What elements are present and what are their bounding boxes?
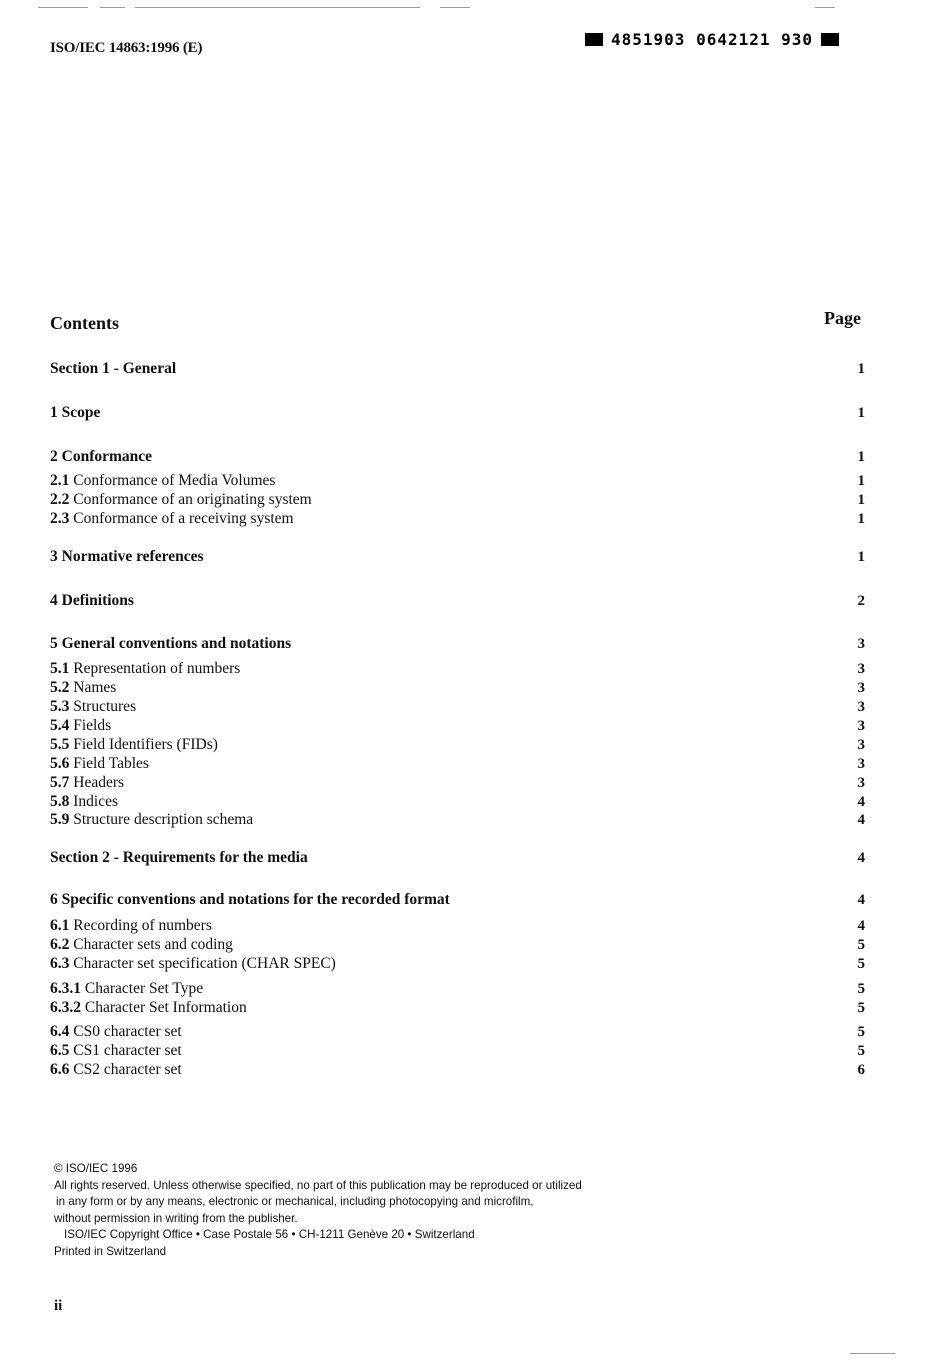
toc-entry[interactable] <box>50 736 865 754</box>
toc-entry-number: 5.8 <box>50 793 70 810</box>
toc-entry-page: 5 <box>857 981 865 997</box>
toc-entry-number: 2.2 <box>50 491 70 508</box>
toc-entry-number: 6.5 <box>50 1042 70 1059</box>
toc-entry-page: 3 <box>857 636 865 652</box>
toc-entry-number: 5.3 <box>50 698 70 715</box>
toc-entry-page: 3 <box>857 680 865 696</box>
toc-entry-label: Character sets and coding <box>73 936 233 953</box>
toc-entry-page: 5 <box>857 1043 865 1059</box>
toc-entry-number: 5.9 <box>50 811 70 828</box>
toc-entry-number: 5 <box>50 635 58 652</box>
toc-entry-number: 2.1 <box>50 472 70 489</box>
toc-entry-page: 6 <box>857 1062 865 1078</box>
toc-entry[interactable] <box>50 635 865 653</box>
toc-entry-number: 5.7 <box>50 774 70 791</box>
toc-entry-title <box>50 717 111 735</box>
toc-entry-label: Representation of numbers <box>73 660 241 677</box>
toc-entry-page: 5 <box>857 937 865 953</box>
toc-entry[interactable] <box>50 980 865 998</box>
toc-entry[interactable] <box>50 936 865 954</box>
toc-entry[interactable] <box>50 849 865 867</box>
toc-entry[interactable] <box>50 717 865 735</box>
toc-entry[interactable] <box>50 917 865 935</box>
document-identifier: ISO/IEC 14863:1996 (E) <box>50 40 203 56</box>
toc-entry-title <box>50 891 450 909</box>
toc-entry-page: 3 <box>857 699 865 715</box>
toc-entry-number: 3 <box>50 548 58 565</box>
toc-entry-number: 6.3.1 <box>50 980 81 997</box>
copyright-address: ISO/IEC Copyright Office • Case Postale 56 • CH-1211 Genève 20 • Switzerland <box>64 1228 475 1241</box>
toc-entry-page: 4 <box>857 794 865 810</box>
toc-entry-label: Character Set Information <box>84 999 247 1016</box>
toc-entry-label: Indices <box>73 793 119 810</box>
copyright-line: All rights reserved. Unless otherwise specified, no part of this publication may be reproduced or utilized <box>54 1178 582 1192</box>
barcode-block-icon <box>585 33 603 46</box>
toc-entry-title <box>50 1023 182 1041</box>
toc-entry-page: 1 <box>857 449 865 465</box>
toc-entry[interactable] <box>50 472 865 490</box>
toc-entry-page: 4 <box>857 892 865 908</box>
toc-entry-page: 1 <box>857 405 865 421</box>
toc-entry-title <box>50 980 203 998</box>
toc-entry-page: 5 <box>857 1000 865 1016</box>
toc-entry-title <box>50 793 118 811</box>
scan-artifact-line <box>100 7 125 8</box>
toc-entry-page: 4 <box>857 918 865 934</box>
toc-entry-page: 2 <box>857 593 865 609</box>
toc-entry-number: 1 <box>50 404 58 421</box>
toc-entry-title <box>50 660 240 678</box>
toc-entry-title <box>50 811 253 829</box>
toc-entry-label: Conformance of an originating system <box>73 491 312 508</box>
copyright-line: © ISO/IEC 1996 <box>54 1162 138 1175</box>
toc-entry-title <box>50 679 116 697</box>
toc-entry-page: 1 <box>857 473 865 489</box>
toc-entry-label: Structures <box>73 698 137 715</box>
toc-entry-label: CS1 character set <box>73 1042 182 1059</box>
toc-entry-number: 5.1 <box>50 660 70 677</box>
toc-entry-page: 5 <box>857 1024 865 1040</box>
toc-entry-page: 3 <box>857 737 865 753</box>
toc-entry-label: Conformance of a receiving system <box>73 510 294 527</box>
toc-entry-title <box>50 404 100 422</box>
toc-entry[interactable] <box>50 698 865 716</box>
toc-entry-label: General conventions and notations <box>61 635 292 652</box>
page-column-heading: Page <box>824 308 861 328</box>
toc-entry[interactable] <box>50 999 865 1017</box>
toc-entry-title <box>50 635 291 653</box>
scan-artifact-line <box>850 1353 895 1354</box>
toc-entry-title <box>50 472 275 490</box>
barcode-text: 4851903 0642121 930 <box>611 30 814 49</box>
toc-entry[interactable] <box>50 404 865 422</box>
toc-entry-label: Names <box>73 679 117 696</box>
toc-entry-number: 6.1 <box>50 917 70 934</box>
toc-entry-label: Normative references <box>61 548 204 565</box>
toc-entry-title <box>50 999 247 1017</box>
toc-entry[interactable] <box>50 811 865 829</box>
toc-entry-page: 1 <box>857 361 865 377</box>
toc-entry-title <box>50 1042 182 1060</box>
toc-entry[interactable] <box>50 448 865 466</box>
toc-entry-title <box>50 698 136 716</box>
toc-entry-title <box>50 592 134 610</box>
toc-entry-title <box>50 510 294 528</box>
toc-entry-title <box>50 849 308 867</box>
toc-entry-label: Definitions <box>61 592 134 609</box>
scan-artifact-line <box>135 7 420 8</box>
toc-entry-page: 1 <box>857 511 865 527</box>
toc-entry-label: CS0 character set <box>73 1023 182 1040</box>
toc-entry-title <box>50 936 233 954</box>
toc-entry-page: 3 <box>857 661 865 677</box>
toc-entry[interactable] <box>50 1023 865 1041</box>
toc-entry-label: Fields <box>73 717 112 734</box>
toc-entry[interactable] <box>50 360 865 378</box>
toc-entry-label: Structure description schema <box>73 811 254 828</box>
toc-entry-title <box>50 448 152 466</box>
toc-entry[interactable] <box>50 660 865 678</box>
toc-entry-label: CS2 character set <box>73 1061 182 1078</box>
toc-entry-title <box>50 917 212 935</box>
toc-entry-title <box>50 548 204 566</box>
toc-entry-label: Headers <box>73 774 125 791</box>
toc-entry-label: Section 2 - Requirements for the media <box>50 849 308 866</box>
toc-entry-number: 6.4 <box>50 1023 70 1040</box>
toc-entry-label: Field Identifiers (FIDs) <box>73 736 218 753</box>
toc-entry-number: 5.2 <box>50 679 70 696</box>
toc-entry-page: 1 <box>857 549 865 565</box>
toc-entry-number: 6.2 <box>50 936 70 953</box>
toc-entry-label: Conformance <box>61 448 153 465</box>
toc-entry-number: 5.6 <box>50 755 70 772</box>
toc-entry[interactable] <box>50 955 865 973</box>
toc-entry-number: 4 <box>50 592 58 609</box>
toc-entry-label: Character set specification (CHAR SPEC) <box>73 955 336 972</box>
toc-entry-page: 3 <box>857 756 865 772</box>
copyright-notice <box>54 1161 582 1260</box>
scan-artifact-line <box>440 7 470 8</box>
toc-entry-page: 5 <box>857 956 865 972</box>
toc-entry-label: Field Tables <box>73 755 149 772</box>
toc-entry-page: 1 <box>857 492 865 508</box>
toc-entry-title <box>50 955 336 973</box>
toc-entry[interactable] <box>50 1061 865 1079</box>
toc-entry[interactable] <box>50 491 865 509</box>
contents-title: Contents <box>50 313 120 333</box>
scan-artifact-line <box>815 7 835 8</box>
toc-entry-title <box>50 755 149 773</box>
toc-entry-number: 6.3 <box>50 955 70 972</box>
toc-entry-title <box>50 491 312 509</box>
toc-entry-label: Specific conventions and notations for the recorded format <box>61 891 450 908</box>
copyright-line: in any form or by any means, electronic or mechanical, including photocopying and microfilm, <box>56 1195 534 1208</box>
toc-entry-page: 4 <box>857 850 865 866</box>
toc-entry-title <box>50 1061 182 1079</box>
scan-artifact-line <box>38 7 88 8</box>
toc-entry[interactable] <box>50 679 865 697</box>
toc-entry-number: 2 <box>50 448 58 465</box>
toc-entry[interactable] <box>50 592 865 610</box>
toc-entry[interactable] <box>50 1042 865 1060</box>
toc-entry-number: 5.5 <box>50 736 70 753</box>
toc-entry-title <box>50 360 176 378</box>
toc-entry-page: 3 <box>857 718 865 734</box>
barcode-block-icon <box>821 33 839 46</box>
toc-entry-label: Conformance of Media Volumes <box>73 472 276 489</box>
toc-entry-page: 3 <box>857 775 865 791</box>
copyright-line: Printed in Switzerland <box>54 1244 167 1258</box>
barcode <box>585 30 839 49</box>
toc-entry[interactable] <box>50 755 865 773</box>
toc-entry-title <box>50 736 218 754</box>
toc-entry-number: 6.6 <box>50 1061 70 1078</box>
toc-entry-label: Recording of numbers <box>73 917 212 934</box>
toc-entry-number: 5.4 <box>50 717 70 734</box>
toc-entry-label: Character Set Type <box>84 980 204 997</box>
toc-entry-label: Scope <box>61 404 101 421</box>
copyright-line: without permission in writing from the publisher. <box>54 1211 298 1225</box>
toc-entry[interactable] <box>50 793 865 811</box>
toc-entry-label: Section 1 - General <box>50 360 177 377</box>
toc-entry[interactable] <box>50 510 865 528</box>
page-number: ii <box>54 1298 63 1314</box>
toc-entry[interactable] <box>50 774 865 792</box>
toc-entry-number: 6.3.2 <box>50 999 81 1016</box>
toc-entry-number: 2.3 <box>50 510 70 527</box>
toc-entry[interactable] <box>50 548 865 566</box>
toc-entry-page: 4 <box>857 812 865 828</box>
toc-entry[interactable] <box>50 891 865 909</box>
toc-entry-number: 6 <box>50 891 58 908</box>
toc-entry-title <box>50 774 124 792</box>
